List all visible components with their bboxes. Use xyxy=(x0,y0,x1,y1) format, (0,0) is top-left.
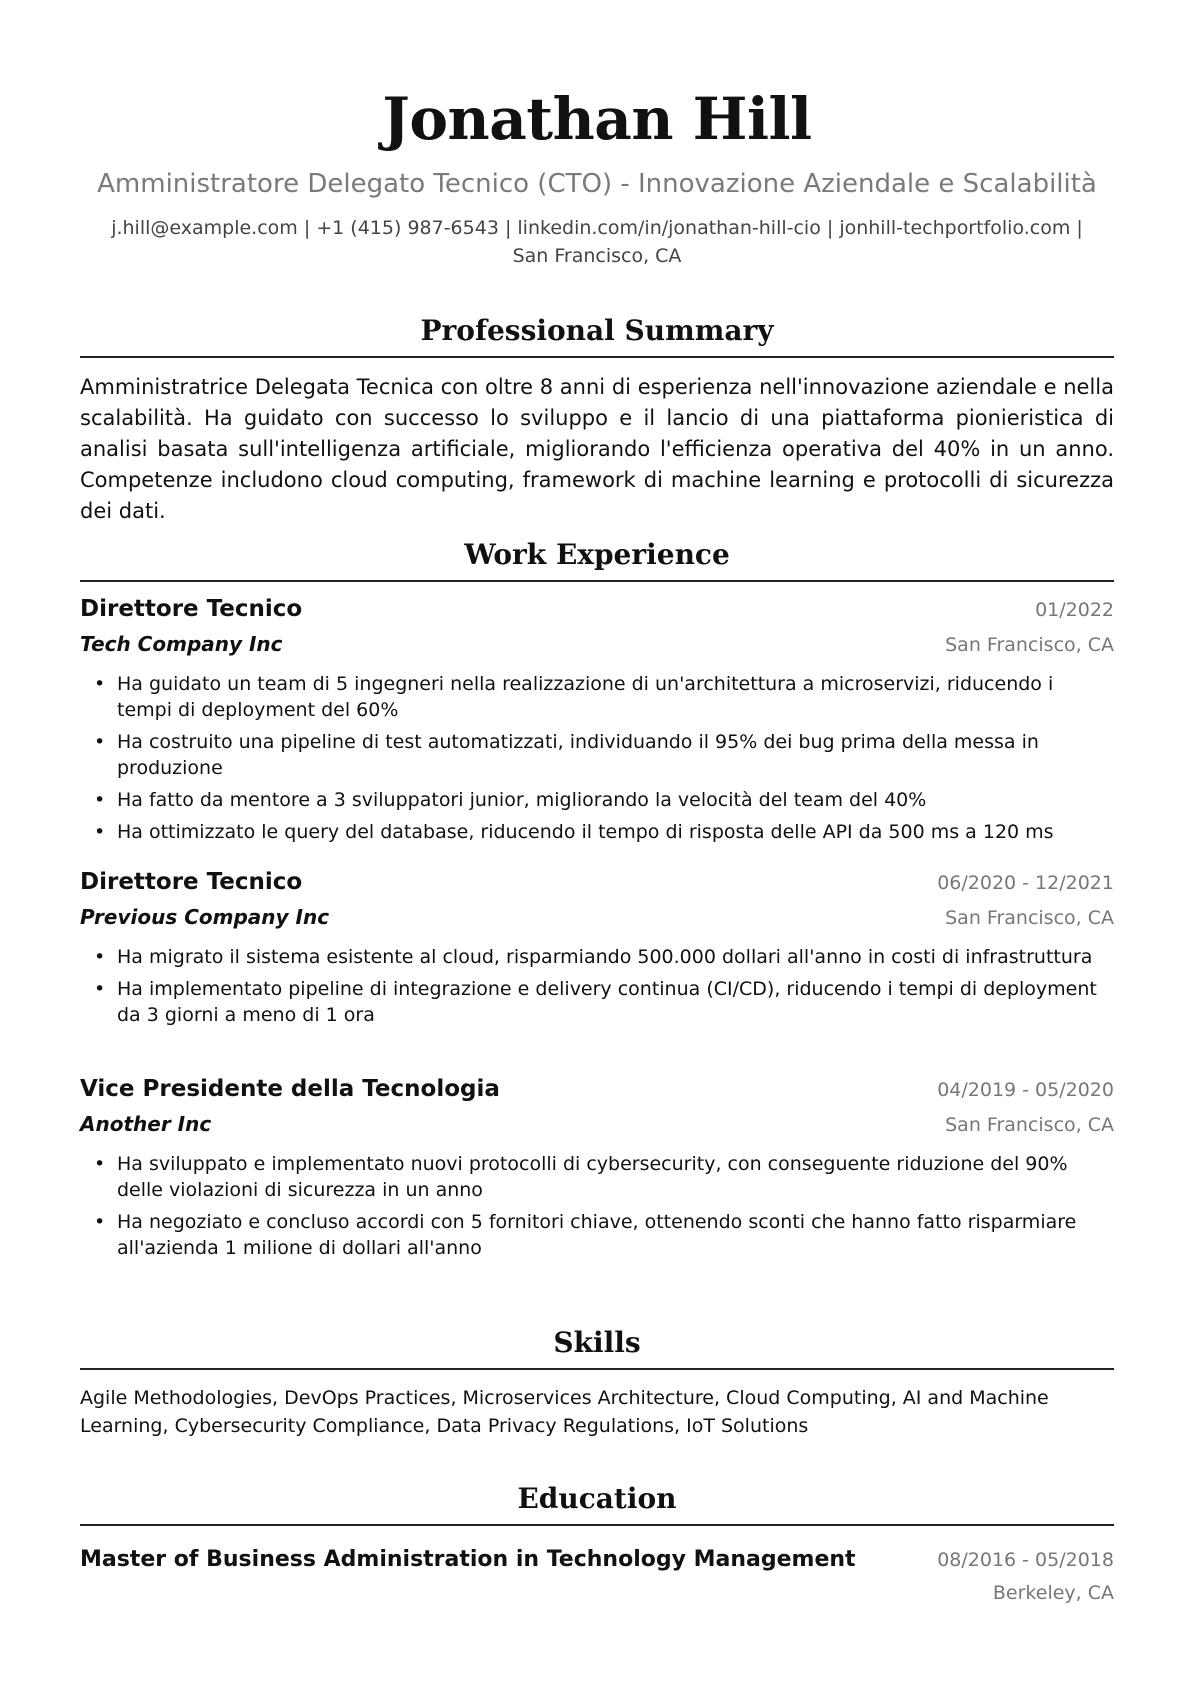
job-location: San Francisco, CA xyxy=(945,1114,1114,1136)
skills-section xyxy=(80,1326,1114,1440)
bullet-icon: • xyxy=(94,731,106,753)
job-title: Vice Presidente della Tecnologia xyxy=(80,1076,500,1102)
skills-text: Agile Methodologies, DevOps Practices, Microservices Architecture, Cloud Computing, AI and Machine Learning, Cybersecurity Compliance, Data Privacy Regulations, IoT Solutions xyxy=(80,1387,1049,1437)
resume-page xyxy=(80,0,1114,1604)
bullet-item xyxy=(80,976,1114,1028)
summary-heading: Professional Summary xyxy=(80,314,1114,358)
bullet-text: Ha ottimizzato le query del database, riducendo il tempo di risposta delle API da 500 ms a 120 ms xyxy=(117,821,1054,843)
bullet-item xyxy=(80,787,1114,813)
job-dates: 06/2020 - 12/2021 xyxy=(937,872,1114,894)
degree-title: Master of Business Administration in Technology Management xyxy=(80,1547,856,1572)
job-bullets xyxy=(80,671,1114,845)
job-entry xyxy=(80,593,1114,851)
job-location: San Francisco, CA xyxy=(945,907,1114,929)
bullet-icon: • xyxy=(94,821,106,843)
bullet-text: Ha negoziato e concluso accordi con 5 fornitori chiave, ottenendo sconti che hanno fatto risparmiare all'azienda 1 milione di dollari all'anno xyxy=(117,1211,1077,1259)
company-name: Tech Company Inc xyxy=(80,632,283,656)
education-dates: 08/2016 - 05/2018 xyxy=(937,1549,1114,1571)
summary-text: Amministratrice Delegata Tecnica con oltre 8 anni di esperienza nell'innovazione aziendale e nella scalabilità. Ha guidato con successo lo sviluppo e il lancio di una piattaforma pionieristica di analisi basata sull'intelligenza artificiale, migliorando l'efficienza operativa del 40% in un anno. Competenze includono cloud computing, framework di machine learning e protocolli di sicurezza dei dati. xyxy=(80,375,1114,523)
summary-section xyxy=(80,314,1114,527)
job-bullets xyxy=(80,944,1114,1028)
job-title: Direttore Tecnico xyxy=(80,869,303,895)
bullet-text: Ha costruito una pipeline di test automatizzati, individuando il 95% dei bug prima della messa in produzione xyxy=(117,731,1039,779)
bullet-text: Ha fatto da mentore a 3 sviluppatori junior, migliorando la velocità del team del 40% xyxy=(117,789,927,811)
skills-heading: Skills xyxy=(80,1326,1114,1370)
bullet-icon: • xyxy=(94,1153,106,1175)
bullet-icon: • xyxy=(94,789,106,811)
bullet-item xyxy=(80,729,1114,781)
bullet-item xyxy=(80,1151,1114,1203)
job-bullets xyxy=(80,1151,1114,1261)
education-heading: Education xyxy=(80,1482,1114,1526)
contact-line: j.hill@example.com | +1 (415) 987-6543 | linkedin.com/in/jonathan-hill-cio | jonhill-techportfolio.com | San Francisco, CA xyxy=(111,217,1083,267)
job-entry xyxy=(80,1073,1114,1267)
bullet-icon: • xyxy=(94,1211,106,1233)
bullet-text: Ha implementato pipeline di integrazione e delivery continua (CI/CD), riducendo i tempi di deployment da 3 giorni a meno di 1 ora xyxy=(117,978,1097,1026)
work-heading: Work Experience xyxy=(80,538,1114,582)
bullet-item xyxy=(80,671,1114,723)
bullet-text: Ha migrato il sistema esistente al cloud, risparmiando 500.000 dollari all'anno in costi di infrastruttura xyxy=(117,946,1093,968)
job-dates: 01/2022 xyxy=(1035,599,1114,621)
company-name: Another Inc xyxy=(80,1112,212,1136)
education-section xyxy=(80,1482,1114,1604)
bullet-icon: • xyxy=(94,978,106,1000)
bullet-item xyxy=(80,944,1114,970)
bullet-item xyxy=(80,1209,1114,1261)
job-location: San Francisco, CA xyxy=(945,634,1114,656)
job-title: Direttore Tecnico xyxy=(80,596,303,622)
bullet-icon: • xyxy=(94,673,106,695)
education-location: Berkeley, CA xyxy=(992,1582,1114,1604)
candidate-name: Jonathan Hill xyxy=(382,85,812,153)
work-section xyxy=(80,538,1114,582)
job-dates: 04/2019 - 05/2020 xyxy=(937,1079,1114,1101)
bullet-text: Ha guidato un team di 5 ingegneri nella realizzazione di un'architettura a microservizi, riducendo i tempi di deployment del 60% xyxy=(117,673,1054,721)
bullet-item xyxy=(80,819,1114,845)
candidate-title: Amministratore Delegato Tecnico (CTO) - Innovazione Aziendale e Scalabilità xyxy=(97,169,1097,199)
bullet-icon: • xyxy=(94,946,106,968)
company-name: Previous Company Inc xyxy=(80,905,330,929)
job-entry xyxy=(80,866,1114,1034)
bullet-text: Ha sviluppato e implementato nuovi protocolli di cybersecurity, con conseguente riduzione del 90% delle violazioni di sicurezza in un anno xyxy=(117,1153,1068,1201)
